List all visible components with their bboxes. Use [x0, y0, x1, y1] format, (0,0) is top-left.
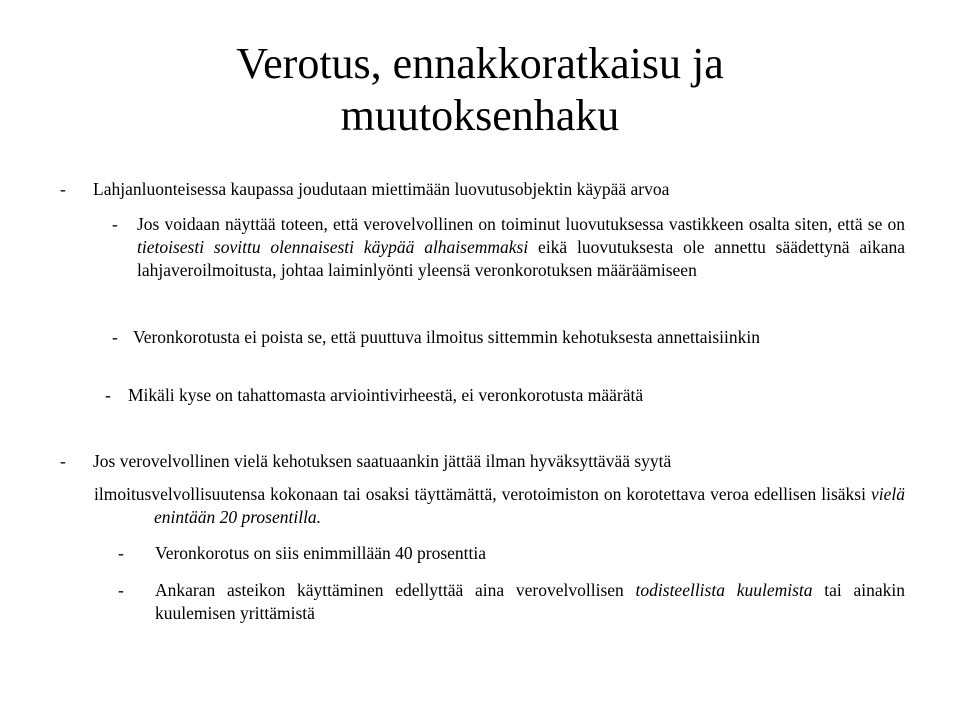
bullet-marker: - — [118, 580, 124, 600]
sub-item-5-text-start: Ankaran asteikon käyttäminen edellyttää aina verovelvollisen — [155, 580, 636, 600]
sub-item-text-start: Jos voidaan näyttää toteen, että verovelvollinen on toiminut luovutuksessa vastikkeen osalta siten, että se on — [137, 214, 905, 234]
sub-item-2: Veronkorotusta ei poista se, että puuttuva ilmoitus sittemmin kehotuksesta annettaisiinkin — [133, 327, 760, 347]
sub-item-5-emphasis: todisteellista kuulemista — [635, 580, 813, 600]
continuation-text: ilmoitusvelvollisuutensa kokonaan tai osaksi täyttämättä, verotoimiston on korotettava veroa edellisen lisäksi — [94, 484, 871, 504]
sub-item-paragraph — [137, 213, 905, 282]
bullet-item-1: Lahjanluonteisessa kaupassa joudutaan miettimään luovutusobjektin käypää arvoa — [93, 179, 670, 199]
bullet-marker: - — [60, 179, 66, 199]
continuation-emphasis: vielä enintään 20 prosentilla. — [154, 484, 905, 527]
sub-item-3: Mikäli kyse on tahattomasta arviointivirheestä, ei veronkorotusta määrätä — [128, 385, 644, 405]
sub-item-5 — [155, 579, 905, 625]
bullet-marker: - — [105, 385, 111, 405]
bullet-marker: - — [60, 451, 66, 471]
bullet-item-2: Jos verovelvollinen vielä kehotuksen saatuaankin jättää ilman hyväksyttävää syytä — [93, 451, 672, 471]
bullet-marker: - — [118, 543, 124, 563]
bullet-marker: - — [112, 214, 118, 234]
sub-item-4: Veronkorotus on siis enimmillään 40 prosenttia — [155, 543, 486, 563]
sub-item-5-text-end: tai ainakin kuulemisen yrittämistä — [155, 580, 905, 623]
sub-item-emphasis: tietoisesti sovittu olennaisesti käypää alhaisemmaksi — [137, 237, 529, 257]
bullet-marker: - — [112, 327, 118, 347]
slide-title: Verotus, ennakkoratkaisu ja muutoksenhaku — [236, 39, 724, 140]
continuation-paragraph — [94, 483, 905, 529]
sub-item-text-end: eikä luovutuksesta ole annettu säädettynä aikana lahjaveroilmoitusta, johtaa laiminlyönti yleensä veronkorotuksen määräämiseen — [137, 237, 905, 280]
